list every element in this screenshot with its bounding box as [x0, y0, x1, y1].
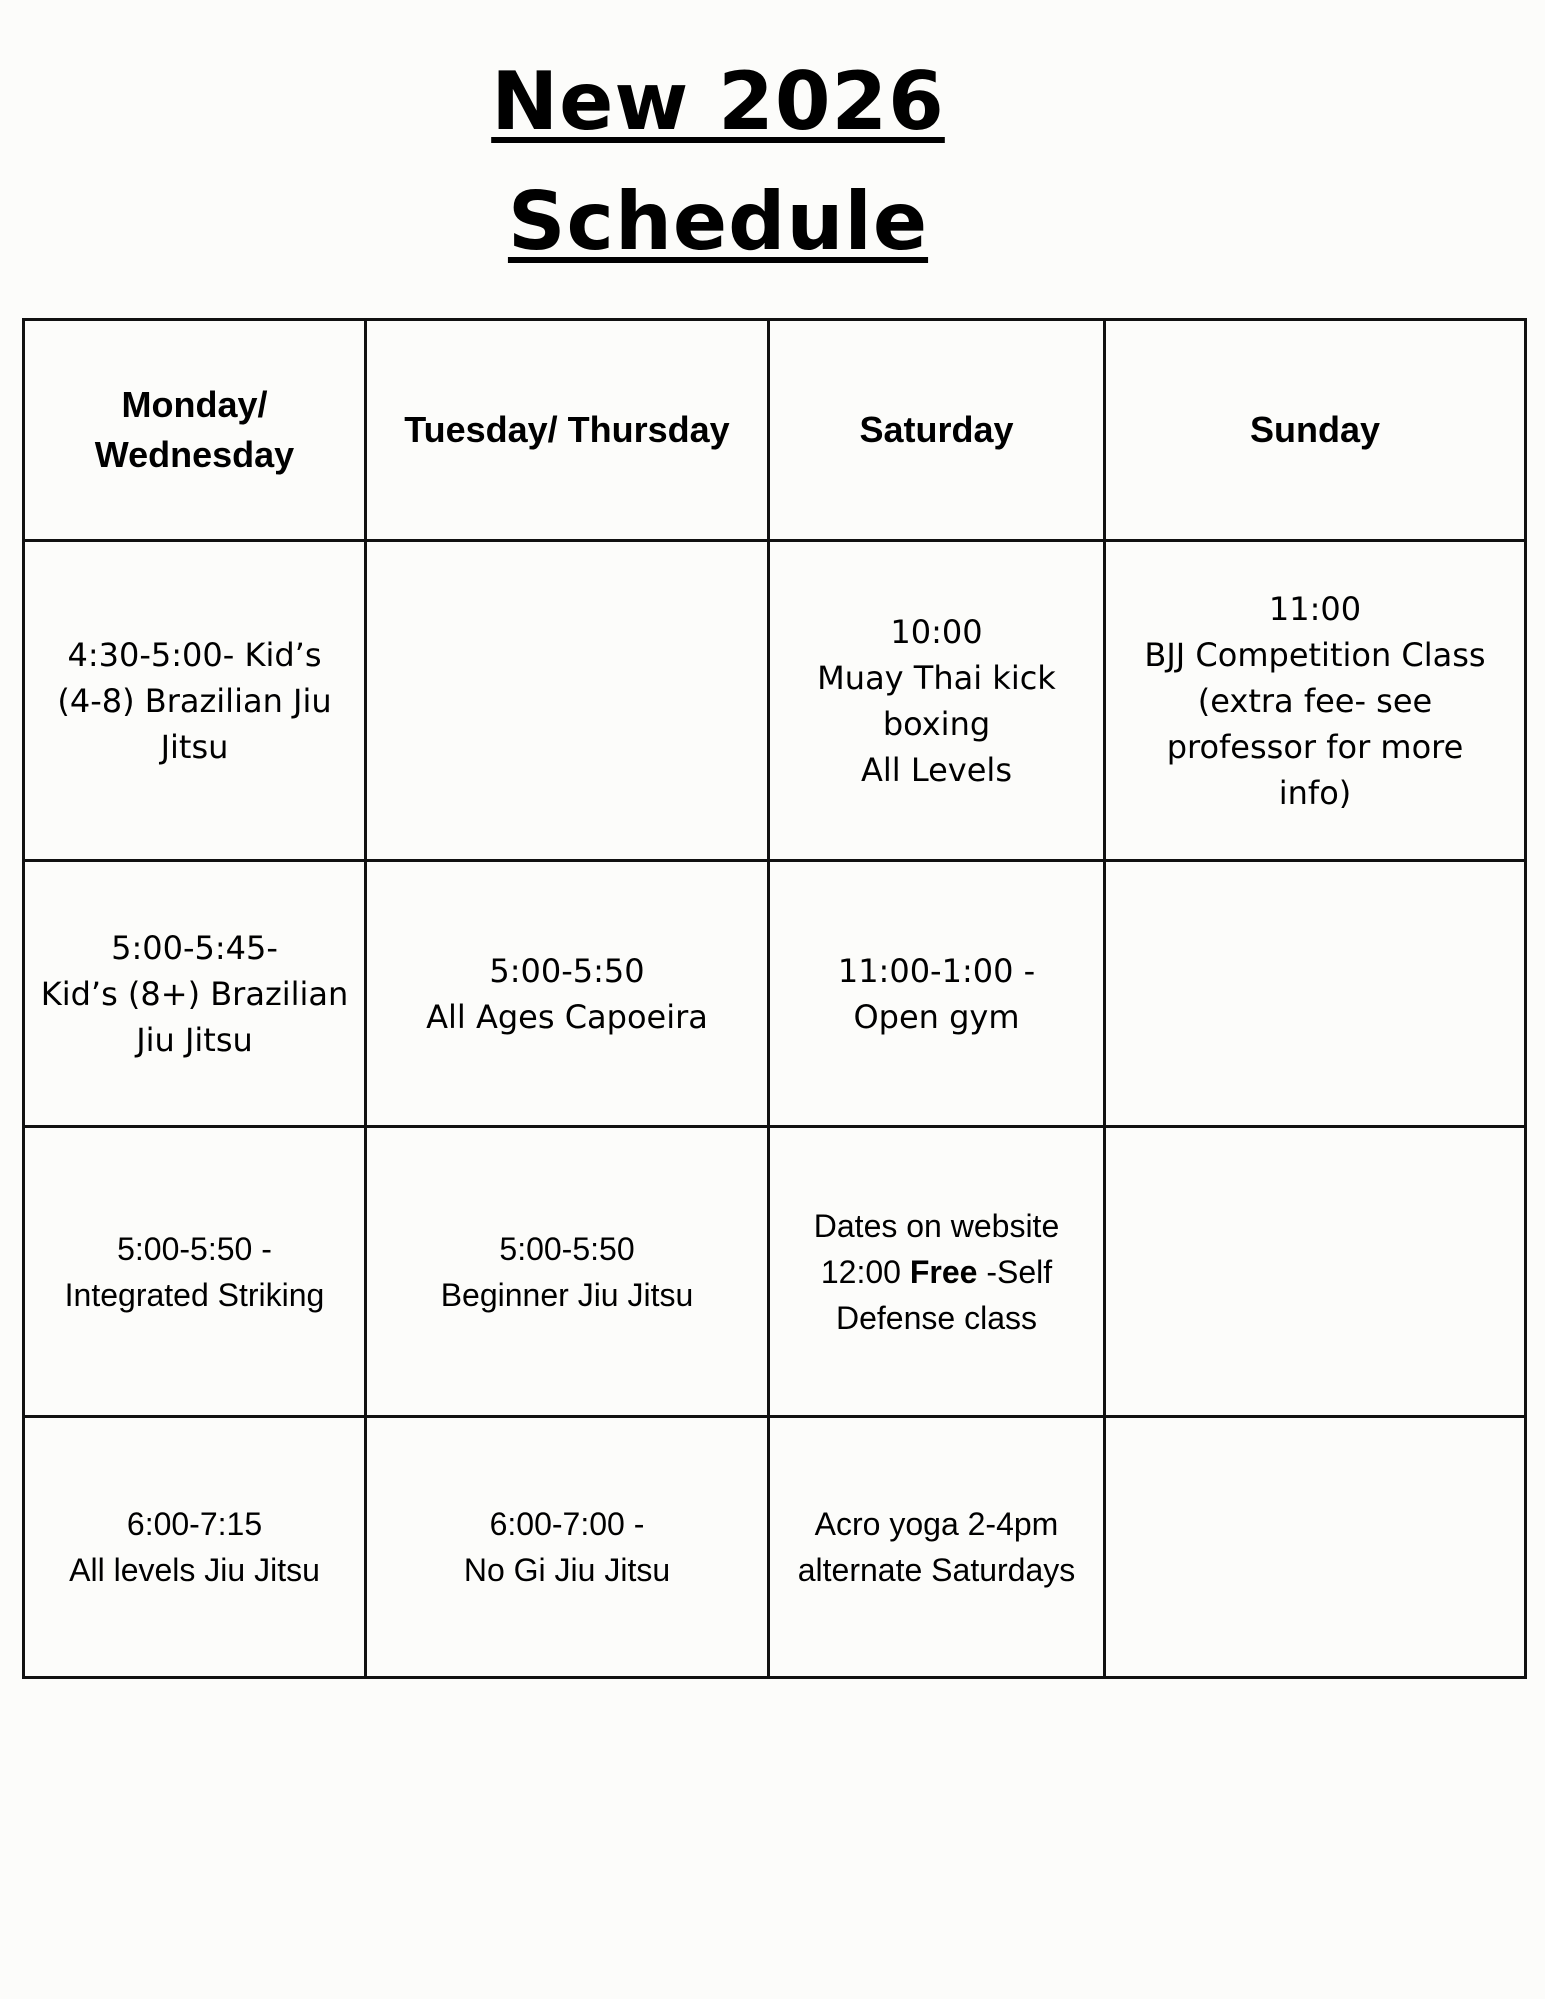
- header-sunday: Sunday: [1105, 320, 1526, 541]
- cell-r3-tue-thu: 5:00-5:50 Beginner Jiu Jitsu: [366, 1127, 769, 1417]
- schedule-table: [22, 318, 1527, 1679]
- cell-r1-sun: 11:00 BJJ Competition Class (extra fee- see professor for more info): [1105, 541, 1526, 861]
- title-line-2: Schedule: [507, 175, 929, 268]
- page-title: [0, 42, 1436, 282]
- cell-r1-tue-thu: [366, 541, 769, 861]
- cell-r2-sun: [1105, 861, 1526, 1127]
- cell-r4-sun: [1105, 1417, 1526, 1678]
- table-row: [24, 541, 1526, 861]
- cell-r3-sun: [1105, 1127, 1526, 1417]
- cell-r1-sat: 10:00 Muay Thai kick boxing All Levels: [769, 541, 1105, 861]
- header-row: [24, 320, 1526, 541]
- cell-r4-tue-thu: 6:00-7:00 - No Gi Jiu Jitsu: [366, 1417, 769, 1678]
- cell-r3-sat: Dates on website 12:00 Free -Self Defense class: [769, 1127, 1105, 1417]
- table-row: [24, 861, 1526, 1127]
- cell-r2-tue-thu: 5:00-5:50 All Ages Capoeira: [366, 861, 769, 1127]
- header-monday-wednesday: Monday/ Wednesday: [24, 320, 366, 541]
- cell-r2-mon-wed: 5:00-5:45- Kid’s (8+) Brazilian Jiu Jitsu: [24, 861, 366, 1127]
- header-tuesday-thursday: Tuesday/ Thursday: [366, 320, 769, 541]
- header-saturday: Saturday: [769, 320, 1105, 541]
- cell-r1-mon-wed: 4:30-5:00- Kid’s (4-8) Brazilian Jiu Jitsu: [24, 541, 366, 861]
- cell-r4-sat: Acro yoga 2-4pm alternate Saturdays: [769, 1417, 1105, 1678]
- title-line-1: New 2026: [491, 55, 945, 148]
- table-row: [24, 1127, 1526, 1417]
- cell-r3-mon-wed: 5:00-5:50 - Integrated Striking: [24, 1127, 366, 1417]
- cell-r2-sat: 11:00-1:00 - Open gym: [769, 861, 1105, 1127]
- cell-r4-mon-wed: 6:00-7:15 All levels Jiu Jitsu: [24, 1417, 366, 1678]
- table-row: [24, 1417, 1526, 1678]
